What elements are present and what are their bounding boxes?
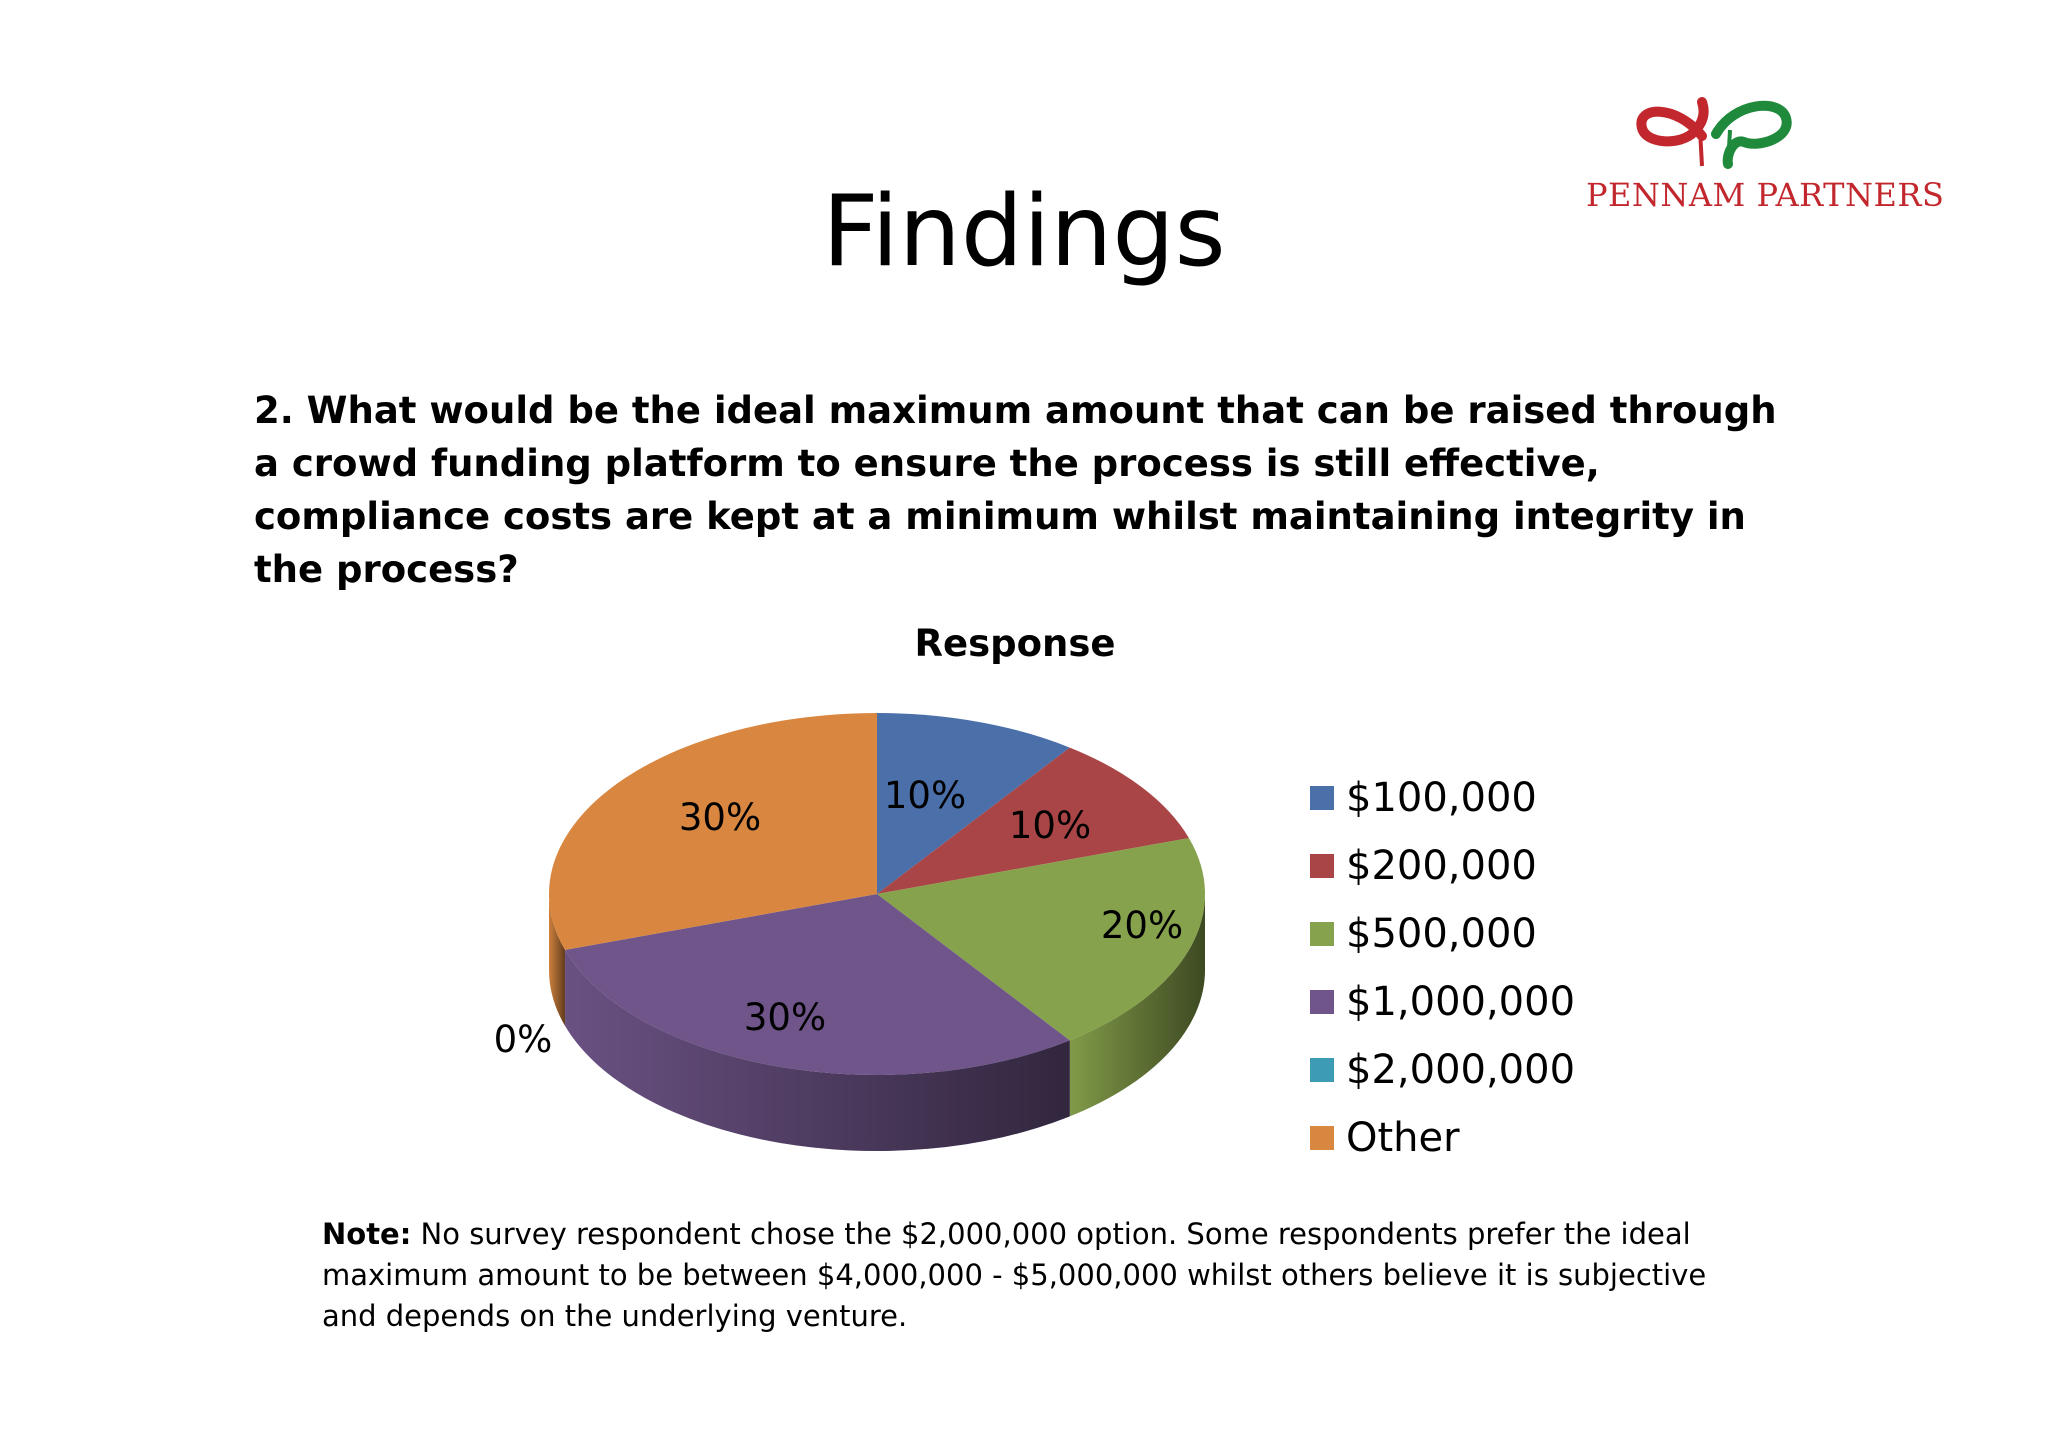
legend-swatch	[1310, 922, 1334, 946]
pie-tops	[549, 713, 1205, 1075]
legend-label: $2,000,000	[1346, 1047, 1576, 1093]
data-label-200-000: 10%	[1008, 804, 1092, 847]
legend-item-100-000	[1310, 764, 1575, 832]
chart-legend	[1310, 764, 1575, 1172]
note-text: No survey respondent chose the $2,000,000 option. Some respondents prefer the ideal maximum amount to be between $4,000,000 - $5,000,000 whilst others believe it is subjective and depends on the underlying venture.	[322, 1217, 1707, 1333]
chart-title: Response	[914, 622, 1116, 665]
legend-label: Other	[1346, 1115, 1460, 1161]
legend-label: $500,000	[1346, 911, 1537, 957]
data-label-1-000-000: 30%	[743, 996, 827, 1039]
legend-label: $100,000	[1346, 775, 1537, 821]
legend-label: $200,000	[1346, 843, 1537, 889]
legend-item-other	[1310, 1104, 1575, 1172]
legend-swatch	[1310, 1058, 1334, 1082]
page-title: Findings	[822, 175, 1226, 289]
data-label-2-000-000: 0%	[493, 1018, 553, 1061]
legend-swatch	[1310, 1126, 1334, 1150]
legend-label: $1,000,000	[1346, 979, 1576, 1025]
data-label-500-000: 20%	[1100, 904, 1184, 947]
note-label: Note:	[322, 1217, 412, 1251]
legend-swatch	[1310, 854, 1334, 878]
legend-item-1-000-000	[1310, 968, 1575, 1036]
data-label-other: 30%	[678, 796, 762, 839]
logo-text: PENNAM PARTNERS	[1586, 176, 1945, 214]
legend-swatch	[1310, 990, 1334, 1014]
legend-item-500-000	[1310, 900, 1575, 968]
note	[322, 1214, 1762, 1337]
legend-item-200-000	[1310, 832, 1575, 900]
survey-question: 2. What would be the ideal maximum amount that can be raised through a crowd funding platform to ensure the process is still effective, compliance costs are kept at a minimum whilst maintaining integrity in the process?	[254, 389, 1777, 591]
legend-swatch	[1310, 786, 1334, 810]
legend-item-2-000-000	[1310, 1036, 1575, 1104]
data-label-100-000: 10%	[883, 774, 967, 817]
